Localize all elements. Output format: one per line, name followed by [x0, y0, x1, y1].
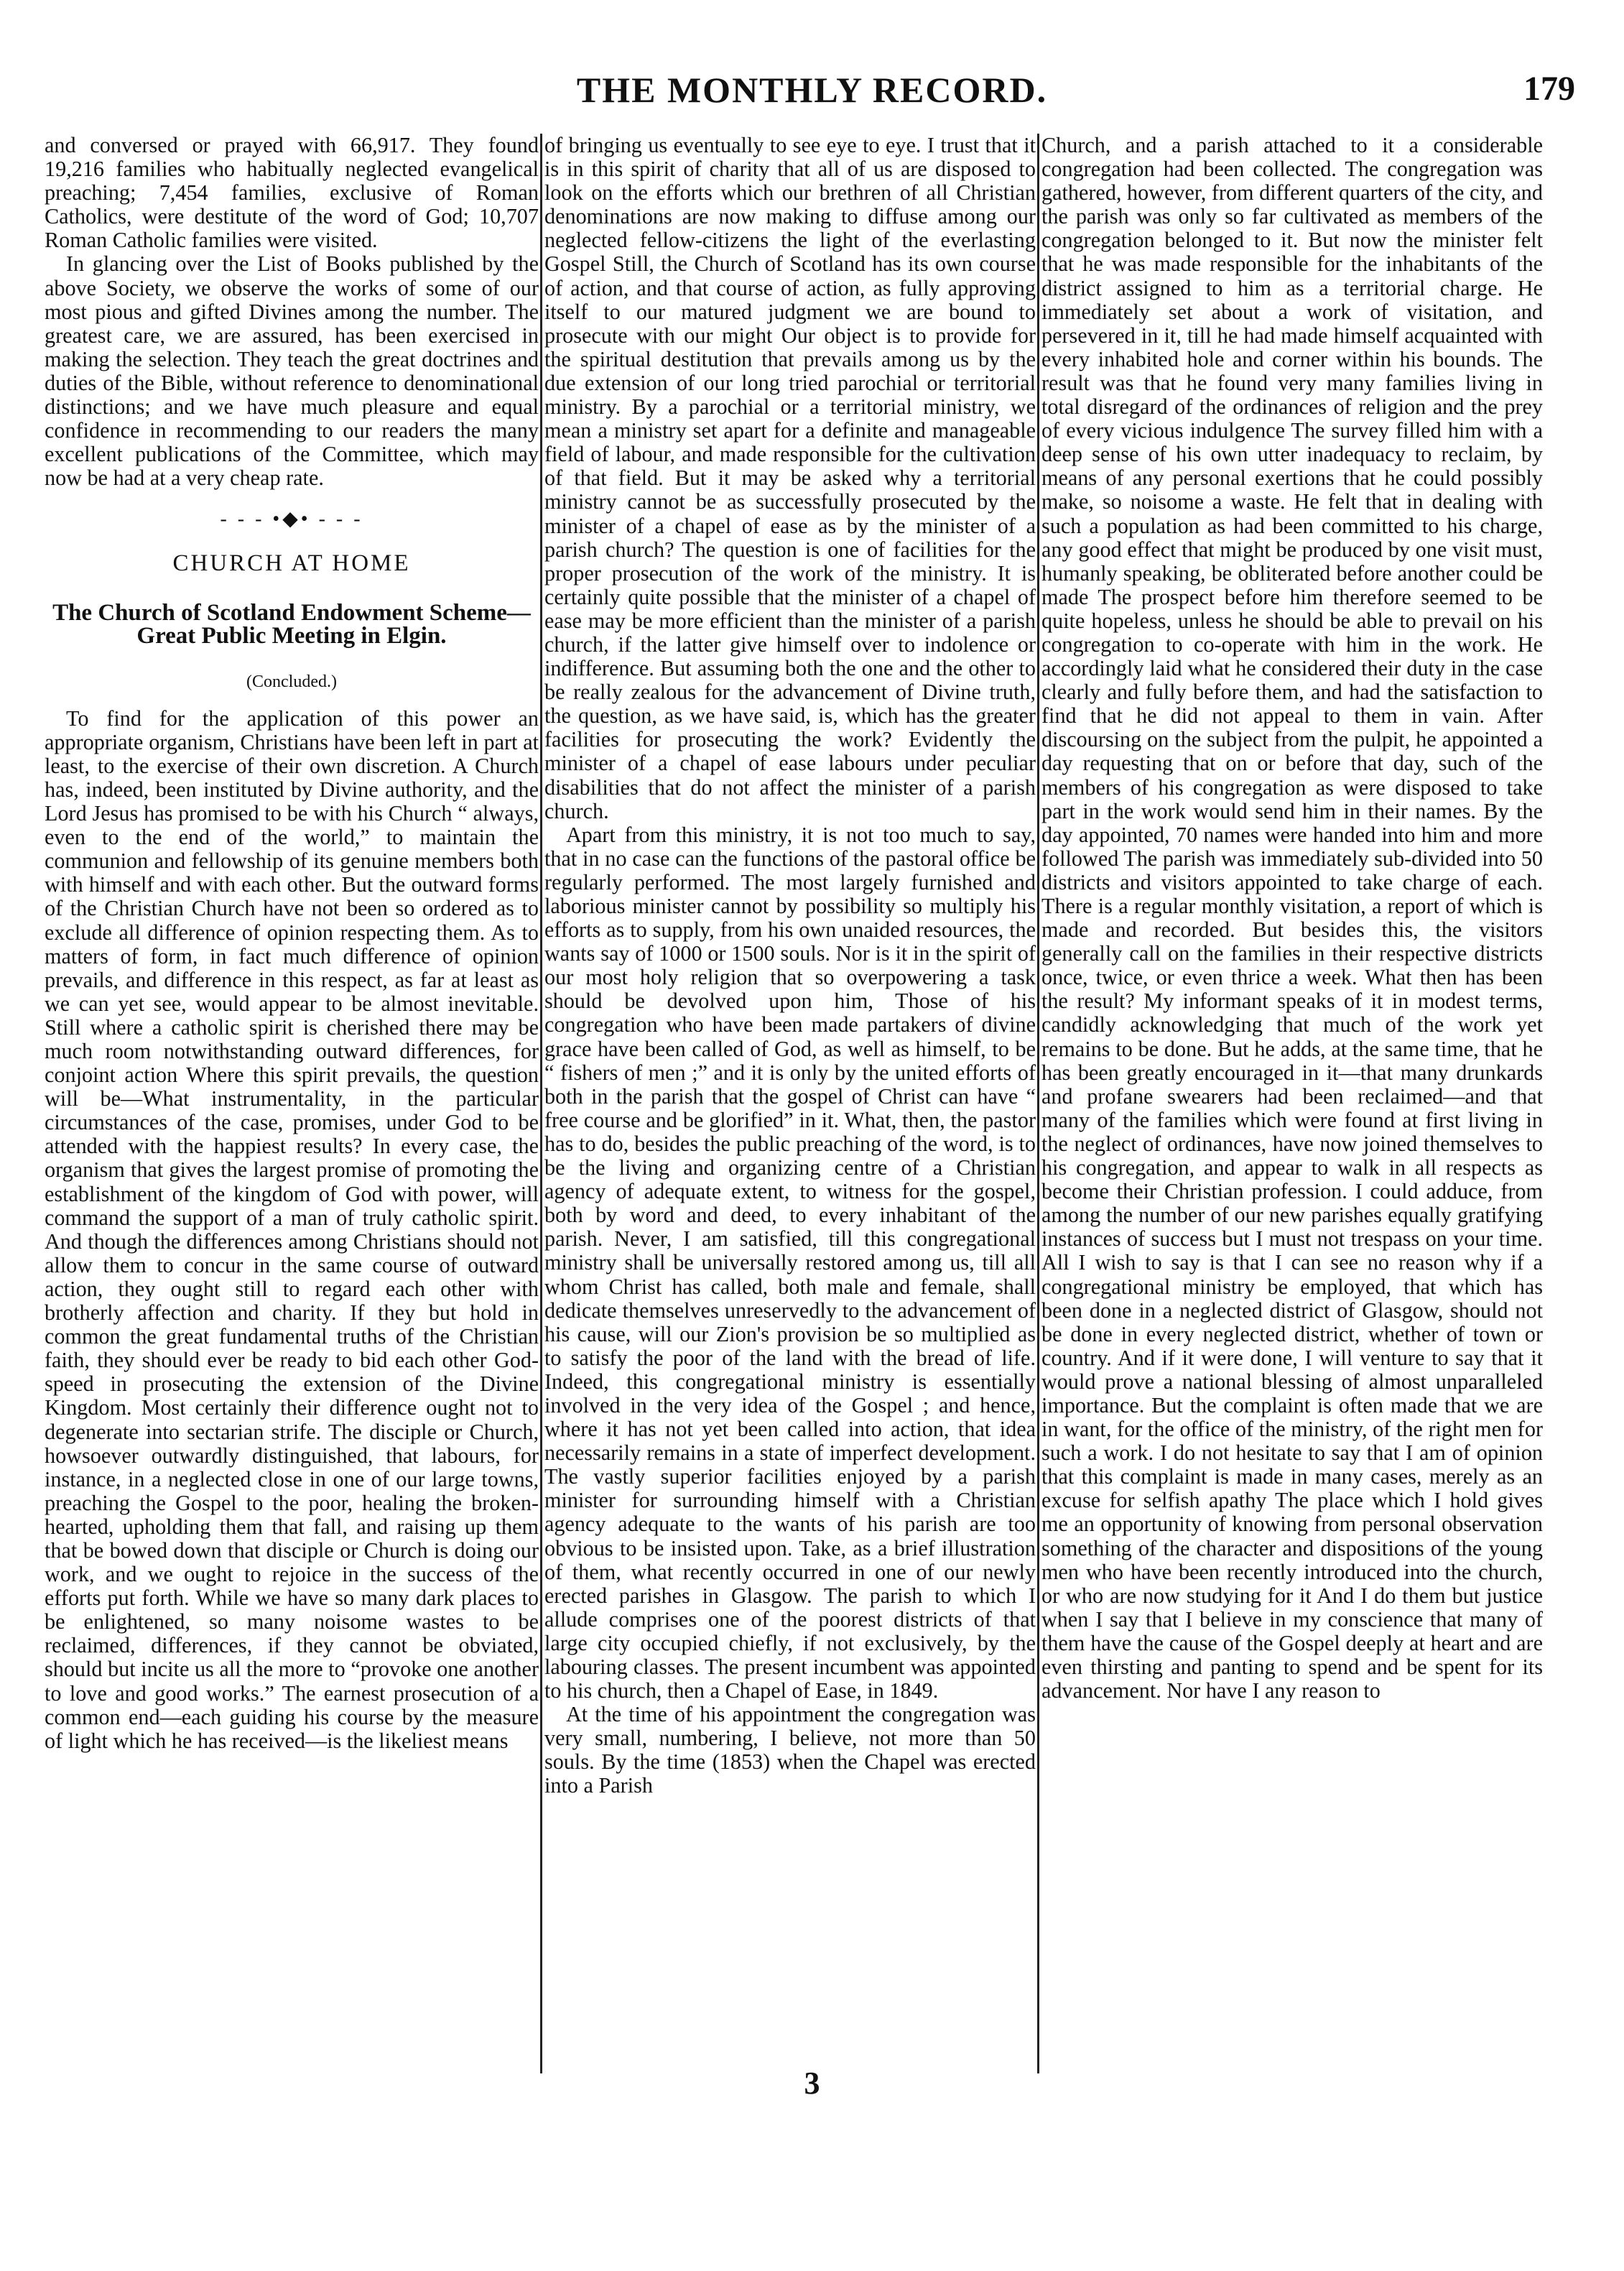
- signature-mark: 3: [804, 2066, 820, 2101]
- column-rule-1: [540, 134, 542, 2073]
- paragraph: In glancing over the List of Books published by the above Society, we observe the works of some of our most pious and gifted Divines among the number. The greatest care, we are assured, has been exercised in making the selection. They teach the great doctrines and duties of the Bible, without reference to denominational distinctions; and we have much pleasure and equal confidence in recommending to our readers the many excellent publications of the Committee, which may now be had at a very cheap rate.: [45, 251, 539, 491]
- column-1: [45, 134, 539, 1753]
- ornament-divider: - - - •◆• - - -: [220, 508, 363, 531]
- paragraph: Church, and a parish attached to it a considerable congregation had been collected. The congregation was gathered, however, from different quarters of the city, and the parish was only so far cultivated as members of the congregation belonged to it. But now the minister felt that he was made responsible for the inhabitants of the district assigned to him as a territorial charge. He immediately set about a work of visitation, and persevered in it, till he had made himself acquainted with every inhabited hole and corner within his bounds. The result was that he found very many families living in total disregard of the ordinances of religion and the prey of every vicious indulgence The survey filled him with a deep sense of his own utter inadequacy to reclaim, by means of any personal exertions that he could possibly make, so noisome a waste. He felt that in dealing with such a population as had been committed to his charge, any good effect that might be produced by one visit must, humanly speaking, be obliterated before another could be made The prospect before him therefore seemed to be quite hopeless, unless he should be able to prevail on his congregation to co-operate with him in the work. He accordingly laid what he considered their duty in the case clearly and fully before them, and had the satisfaction to find that he did not appeal to them in vain. After discoursing on the subject from the pulpit, he appointed a day requesting that on or before that day, such of the members of his congregation as were disposed to take part in the work would send him in their names. By the day appointed, 70 names were handed into him and more followed The parish was immediately sub-divided into 50 districts and visitors appointed to take charge of each. There is a regular monthly visitation, a report of which is made and recorded. But besides this, the visitors generally call on the families in their respective districts once, twice, or even thrice a week. What then has been the result? My informant speaks of it in modest terms, candidly acknowledging that much of the work yet remains to be done. But he adds, at the same time, that he has been greatly encouraged in it—that many drunkards and profane swearers had been reclaimed—and that many of the families which were found at first living in the neglect of ordinances, have now joined themselves to his congregation, and appear to walk in all respects as become their Christian profession. I could adduce, from among the number of our new parishes equally gratifying instances of success but I must not trespass on your time. All I wish to say is that I can see no reason why if a congregational ministry be employed, that which has been done in a neglected district of Glasgow, should not be done in every neglected district, whether of town or country. And if it were done, I will venture to say that it would prove a national blessing of almost unparalleled importance. But the complaint is often made that we are in want, for the office of the ministry, of the right men for such a work. I do not hesitate to say that I am of opinion that this complaint is made in many cases, merely as an excuse for selfish apathy The place which I hold gives me an opportunity of knowing from personal observation something of the character and dispositions of the young men who have been recently introduced into the church, or who are now studying for it And I do them but justice when I say that I believe in my conscience that many of them have the cause of the Gospel deeply at heart and are even thirsting and panting to spend and be spent for its advancement. Nor have I any reason to: [1041, 133, 1543, 1703]
- paragraph: of bringing us eventually to see eye to eye. I trust that it is in this spirit of charity that all of us are disposed to look on the efforts which our brethren of all Christian denominations are now making to diffuse among our neglected fellow-citizens the light of the everlasting Gospel Still, the Church of Scotland has its own course of action, and that course of action, as fully approving itself to our matured judgment we are bound to prosecute with our might Our object is to provide for the spiritual destitution that prevails among us by the due extension of our long tried parochial or territorial ministry. By a parochial or a territorial ministry, we mean a ministry set apart for a definite and manageable field of labour, and made responsible for the cultivation of that field. But it may be asked why a territorial ministry cannot be as successfully prosecuted by the minister of a chapel of ease as by the minister of a parish church? The question is one of facilities for the proper prosecution of the work of the ministry. It is certainly quite possible that the minister of a chapel of ease may be more efficient than the minister of a parish church, if the latter give himself over to indolence or indifference. But assuming both the one and the other to be really zealous for the advancement of Divine truth, the question, as we have said, is, which has the greater facilities for prosecuting the work? Evidently the minister of a chapel of ease labours under peculiar disabilities that do not affect the minister of a parish church.: [544, 133, 1036, 823]
- paragraph: At the time of his appointment the congregation was very small, numbering, I believe, not more than 50 souls. By the time (1853) when the Chapel was erected into a Parish: [544, 1702, 1036, 1798]
- section-heading: CHURCH AT HOME: [172, 550, 411, 576]
- concluded-note: (Concluded.): [246, 672, 337, 691]
- column-2: [544, 134, 1036, 1798]
- page-header: [0, 69, 1624, 119]
- paragraph: Apart from this ministry, it is not too much to say, that in no case can the functions of the pastoral office be regularly performed. The most largely furnished and laborious minister cannot by possibility so multiply his efforts as to supply, from his own unaided resources, the wants say of 1000 or 1500 souls. Nor is it in the spirit of our most holy religion that so overpowering a task should be devolved upon him, Those of his congregation who have been made partakers of divine grace have been called of God, as well as himself, to be “ fishers of men ;” and it is only by the united efforts of both in the parish that the gospel of Christ can have “ free course and be glorified” in it. What, then, the pastor has to do, besides the public preaching of the word, is to be the living and organizing centre of a Christian agency of adequate extent, to witness for the gospel, both by word and deed, to every inhabitant of the parish. Never, I am satisfied, till this congregational ministry shall be universally restored among us, till all whom Christ has called, both male and female, shall dedicate themselves unreservedly to the advancement of his cause, will our Zion's provision be so multiplied as to satisfy the poor of the land with the bread of life. Indeed, this congregational ministry is essentially involved in the very idea of the Gospel ; and hence, where it has not yet been called into action, that idea necessarily remains in a state of imperfect development. The vastly superior facilities enjoyed by a parish minister for surrounding himself with a Christian agency adequate to the wants of his parish are too obvious to be insisted upon. Take, as a brief illustration of them, what recently occurred in one of our newly erected parishes in Glasgow. The parish to which I allude comprises one of the poorest districts of that large city occupied chiefly, if not exclusively, by the labouring classes. The present incumbent was appointed to his church, then a Chapel of Ease, in 1849.: [544, 822, 1036, 1703]
- page-number: 179: [1523, 70, 1575, 108]
- running-title: THE MONTHLY RECORD.: [576, 70, 1048, 110]
- paragraph: To find for the application of this power an appropriate organism, Christians have been left in part at least, to the exercise of their own discretion. A Church has, indeed, been instituted by Divine authority, and the Lord Jesus has promised to be with his Church “ always, even to the end of the world,” to maintain the communion and fellowship of its genuine members both with himself and with each other. But the outward forms of the Christian Church have not been so ordered as to exclude all difference of opinion respecting them. As to matters of form, in fact much difference of opinion prevails, and difference in this respect, as far at least as we can yet see, would appear to be almost inevitable. Still where a catholic spirit is cherished there may be much room notwithstanding outward differences, for conjoint action Where this spirit prevails, the question will be—What instrumentality, in the particular circumstances of the case, promises, under God to be attended with the happiest results? In every case, the organism that gives the largest promise of promoting the establishment of the kingdom of God with power, will command the support of a man of truly catholic spirit. And though the differences among Christians should not allow them to concur in the same course of outward action, they ought still to regard each other with brotherly affection and charity. If they but hold in common the great fundamental truths of the Christian faith, they should ever be ready to bid each other God-speed in prosecuting the extension of the Divine Kingdom. Most certainly their difference ought not to degenerate into sectarian strife. The disciple or Church, howsoever outwardly distinguished, that labours, for instance, in a neglected close in one of our large towns, preaching the Gospel to the poor, healing the broken-hearted, upholding them that fall, and raising up them that be bowed down that disciple or Church is doing our work, and we ought to rejoice in the success of the efforts put forth. While we have so many dark places to be enlightened, so many noisome wastes to be reclaimed, differences, if they cannot be obviated, should but incite us all the more to “provoke one another to love and good works.” The earnest prosecution of a common end—each guiding his course by the measure of light which he has received—is the likeliest means: [45, 706, 539, 1753]
- column-3: [1041, 134, 1543, 1703]
- column-rule-2: [1037, 134, 1039, 2073]
- article-title: The Church of Scotland Endowment Scheme—Great Public Meeting in Elgin.: [52, 599, 531, 649]
- paragraph: and conversed or prayed with 66,917. They found 19,216 families who habitually neglected evangelical preaching; 7,454 families, exclusive of Roman Catholics, were destitute of the word of God; 10,707 Roman Catholic families were visited.: [45, 133, 539, 253]
